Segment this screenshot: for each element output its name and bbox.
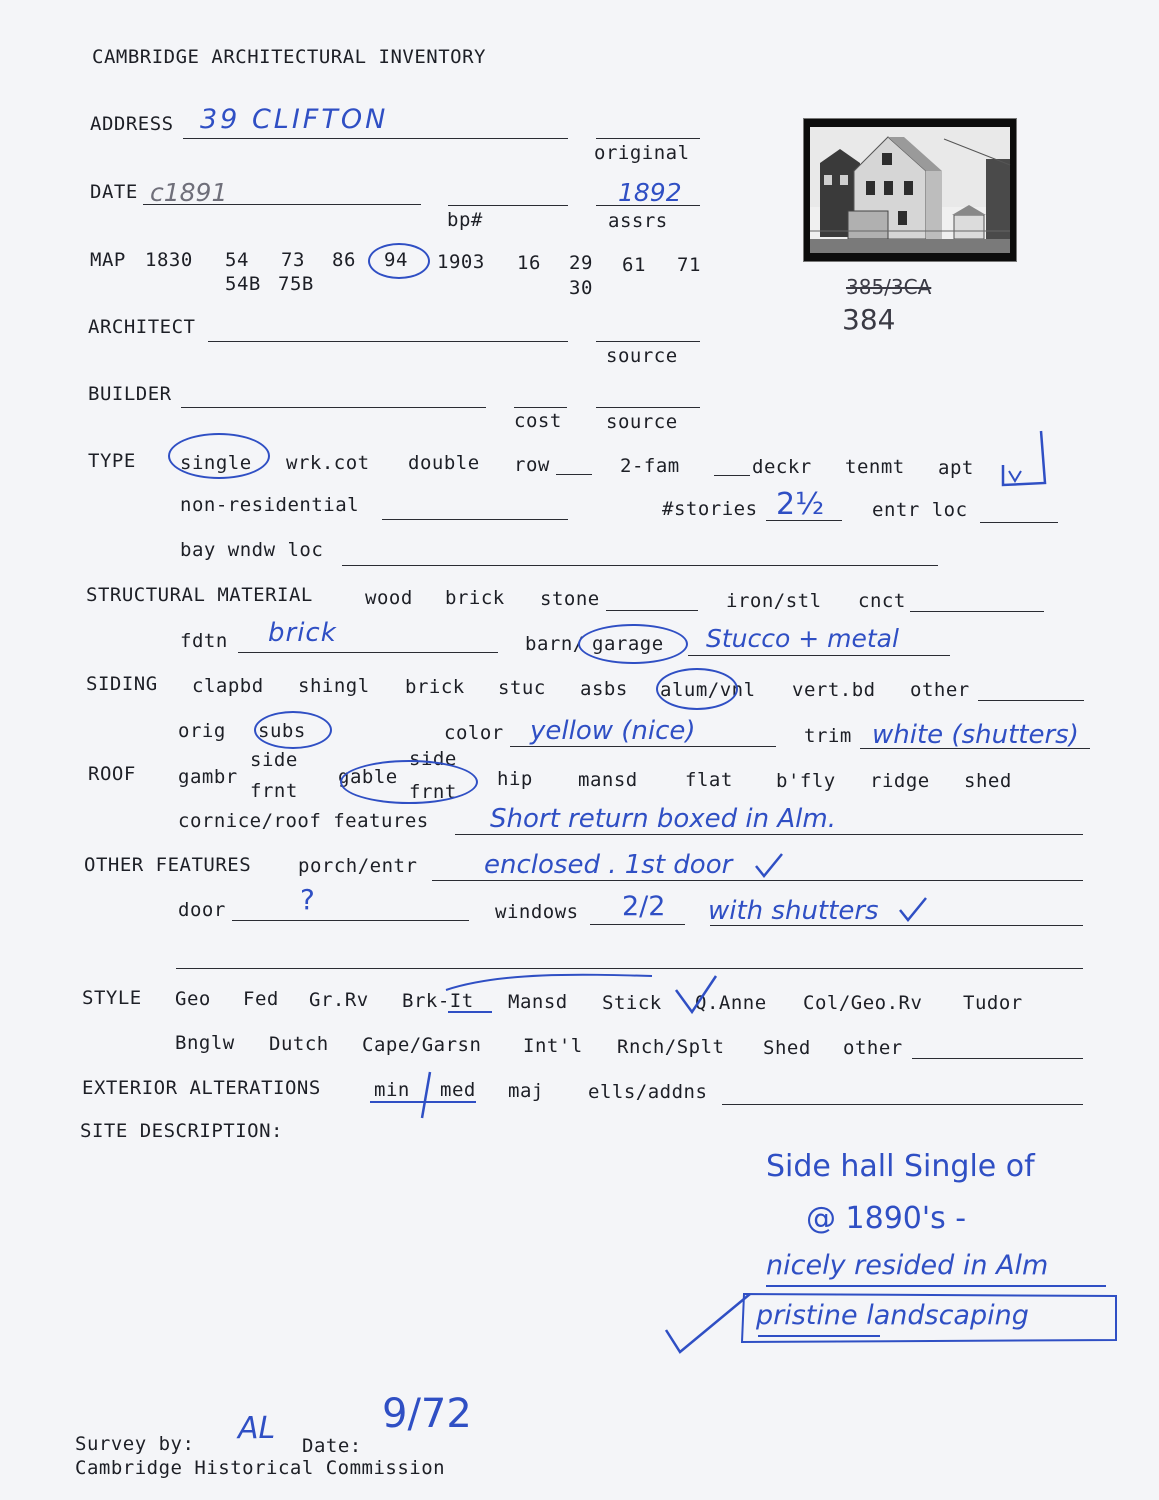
windows-label: windows (495, 901, 579, 923)
door-label: door (178, 899, 226, 921)
footer-date-value: 9/72 (382, 1391, 472, 1437)
fdtn-line (238, 652, 498, 653)
fdtn-label: fdtn (180, 630, 228, 652)
alum-circle (656, 668, 738, 710)
non-residential-label: non-residential (180, 494, 360, 516)
type-option: wrk.cot (286, 452, 370, 474)
structural-option: stone (540, 588, 600, 610)
structural-option: iron/stl (726, 590, 822, 612)
siding-option: shingl (298, 675, 370, 697)
map-year: 54B (225, 273, 261, 295)
stories-label: #stories (662, 498, 758, 520)
orig-label: orig (178, 720, 226, 742)
site-label: SITE DESCRIPTION: (80, 1120, 283, 1142)
house-photo-image (804, 119, 1016, 261)
cost-label: cost (514, 410, 562, 432)
garage-circle (578, 624, 688, 664)
cost-line (514, 407, 567, 408)
address-line (183, 138, 568, 139)
structural-option: brick (445, 587, 505, 609)
assrs-label: assrs (608, 210, 668, 232)
footer-date-label: Date: (302, 1435, 362, 1457)
site-note-box-and-check (660, 1286, 1130, 1362)
siding-option: brick (405, 676, 465, 698)
map-year: 16 (517, 252, 541, 274)
bp-line (448, 205, 568, 206)
garage-value: Stucco + metal (706, 624, 899, 653)
style-check-mark (440, 968, 740, 1024)
style-option: Brk-It (402, 990, 474, 1012)
trim-label: trim (804, 725, 852, 747)
siding-option: other (910, 679, 970, 701)
alteration-option: min (374, 1079, 410, 1101)
style-option: Stick (602, 992, 662, 1014)
map-year-circled: 94 (384, 249, 408, 271)
assrs-value: 1892 (618, 178, 682, 207)
type-option: apt (938, 457, 974, 479)
porch-line (432, 880, 1083, 881)
siding-option: vert.bd (792, 679, 876, 701)
structural-option: wood (365, 587, 413, 609)
map-year: 61 (622, 254, 646, 276)
map-label: MAP (90, 249, 126, 271)
address-value: 39 CLIFTON (200, 104, 389, 135)
builder-line (181, 407, 486, 408)
door-value: ? (300, 883, 315, 916)
garage-line (688, 655, 950, 656)
stone-line (606, 610, 698, 611)
door-line (232, 920, 469, 921)
style-option: Q.Anne (695, 992, 767, 1014)
siding-option-circled: alum/vnl (660, 679, 756, 701)
map-year: 86 (332, 249, 356, 271)
address-label: ADDRESS (90, 113, 174, 135)
original-line (596, 138, 700, 139)
map-year: 73 (281, 249, 305, 271)
windows-value: 2/2 (622, 891, 666, 922)
style-option: Shed (763, 1037, 811, 1059)
style-option: Int'l (523, 1035, 583, 1057)
type-option: 2-fam (620, 455, 680, 477)
style-option: Rnch/Splt (617, 1036, 725, 1058)
date-line (143, 204, 421, 205)
architect-source-label: source (606, 345, 678, 367)
style-option: Gr.Rv (309, 989, 369, 1011)
alteration-option: med (440, 1079, 476, 1101)
date-value: c1891 (150, 178, 228, 207)
builder-source-label: source (606, 411, 678, 433)
date-label: DATE (90, 181, 138, 203)
style-label: STYLE (82, 987, 142, 1009)
type-option: double (408, 452, 480, 474)
color-value: yellow (nice) (530, 716, 696, 746)
gable-side-label: side (409, 748, 457, 770)
non-residential-line (382, 519, 568, 520)
photo-ref-crossed: 385/3CA (846, 275, 932, 299)
type-option: deckr (752, 456, 812, 478)
deckr-line (714, 475, 750, 476)
apt-check-mark (995, 425, 1055, 495)
builder-source-line (596, 407, 700, 408)
style-other-line (912, 1058, 1083, 1059)
alterations-label: EXTERIOR ALTERATIONS (82, 1077, 321, 1099)
subs-label: subs (258, 720, 306, 742)
site-note-line3: nicely resided in Alm (766, 1250, 1049, 1281)
garage-label: garage (592, 633, 664, 655)
roof-option: gable (338, 766, 398, 788)
map-year: 1830 (145, 249, 193, 271)
other-features-label: OTHER FEATURES (84, 854, 252, 876)
barn-label: barn/ (525, 633, 585, 655)
roof-option: flat (685, 769, 733, 791)
ells-line (722, 1104, 1083, 1105)
map-year: 75B (278, 273, 314, 295)
cornice-line (455, 834, 1083, 835)
gambr-side-label: side (250, 749, 298, 771)
entr-loc-line (980, 522, 1058, 523)
gambr-frnt-label: frnt (250, 780, 298, 802)
siding-label: SIDING (86, 673, 158, 695)
site-note-line2: @ 1890's - (806, 1201, 967, 1236)
photo-ref-value: 384 (842, 303, 896, 336)
roof-label: ROOF (88, 763, 136, 785)
roof-option: mansd (578, 769, 638, 791)
type-option-single: single (180, 452, 252, 474)
style-option: Col/Geo.Rv (803, 992, 923, 1014)
map-year: 29 (569, 252, 593, 274)
stories-line (766, 520, 842, 521)
map-year: 1903 (437, 251, 485, 273)
style-option: Tudor (963, 992, 1023, 1014)
windows-note-line (710, 925, 1083, 926)
survey-value: AL (238, 1411, 276, 1446)
alteration-mark (364, 1068, 484, 1122)
roof-option: b'fly (776, 770, 836, 792)
style-option: Geo (175, 988, 211, 1010)
stories-value: 2½ (776, 487, 825, 522)
trim-line (860, 748, 1090, 749)
form-title: CAMBRIDGE ARCHITECTURAL INVENTORY (92, 46, 486, 68)
type-option: row (514, 454, 550, 476)
gable-circle (340, 760, 478, 804)
style-option: Mansd (508, 991, 568, 1013)
entr-loc-label: entr loc (872, 499, 968, 521)
single-circle (168, 433, 270, 479)
map-year: 71 (677, 254, 701, 276)
architect-source-line (596, 341, 700, 342)
style-option: Dutch (269, 1033, 329, 1055)
style-option: Cape/Garsn (362, 1034, 482, 1056)
structural-option: cnct (858, 590, 906, 612)
siding-option: clapbd (192, 675, 264, 697)
alteration-option: ells/addns (588, 1081, 708, 1103)
map-94-circle (368, 243, 430, 279)
style-option: Bnglw (175, 1032, 235, 1054)
site-note-line1: Side hall Single of (766, 1149, 1035, 1184)
type-option: tenmt (845, 456, 905, 478)
roof-option: hip (497, 768, 533, 790)
cornice-label: cornice/roof features (178, 810, 429, 832)
survey-label: Survey by: (75, 1433, 195, 1455)
siding-other-line (978, 700, 1084, 701)
style-option: Fed (243, 988, 279, 1010)
cnct-line (910, 611, 1044, 612)
siding-option: stuc (498, 677, 546, 699)
windows-check-mark (896, 894, 930, 924)
map-year: 54 (225, 249, 249, 271)
structural-label: STRUCTURAL MATERIAL (86, 584, 313, 606)
porch-check-mark (752, 850, 786, 880)
trim-value: white (shutters) (872, 720, 1079, 750)
subs-circle (254, 711, 332, 749)
bp-label: bp# (447, 209, 483, 231)
site-note-line4: pristine landscaping (756, 1300, 1029, 1331)
map-year: 30 (569, 277, 593, 299)
builder-label: BUILDER (88, 383, 172, 405)
architect-line (208, 341, 568, 342)
roof-option: gambr (178, 766, 238, 788)
commission-name: Cambridge Historical Commission (75, 1457, 446, 1479)
assrs-line (596, 205, 700, 206)
fdtn-value: brick (268, 618, 337, 648)
roof-option: shed (964, 770, 1012, 792)
siding-option: asbs (580, 678, 628, 700)
row-line (556, 474, 592, 475)
bay-window-label: bay wndw loc (180, 539, 324, 561)
house-photo (803, 118, 1017, 262)
color-label: color (444, 722, 504, 744)
architect-label: ARCHITECT (88, 316, 196, 338)
bay-window-line (342, 565, 938, 566)
windows-note: with shutters (708, 896, 879, 926)
cornice-value: Short return boxed in Alm. (490, 804, 836, 834)
original-label: original (594, 142, 690, 164)
gable-frnt-label: frnt (409, 781, 457, 803)
porch-label: porch/entr (298, 855, 418, 877)
windows-line (590, 924, 685, 925)
color-line (510, 746, 776, 747)
type-label: TYPE (88, 450, 136, 472)
alteration-option: maj (508, 1080, 544, 1102)
roof-option: ridge (870, 770, 930, 792)
style-option: other (843, 1037, 903, 1059)
porch-value: enclosed . 1st door (484, 850, 733, 880)
